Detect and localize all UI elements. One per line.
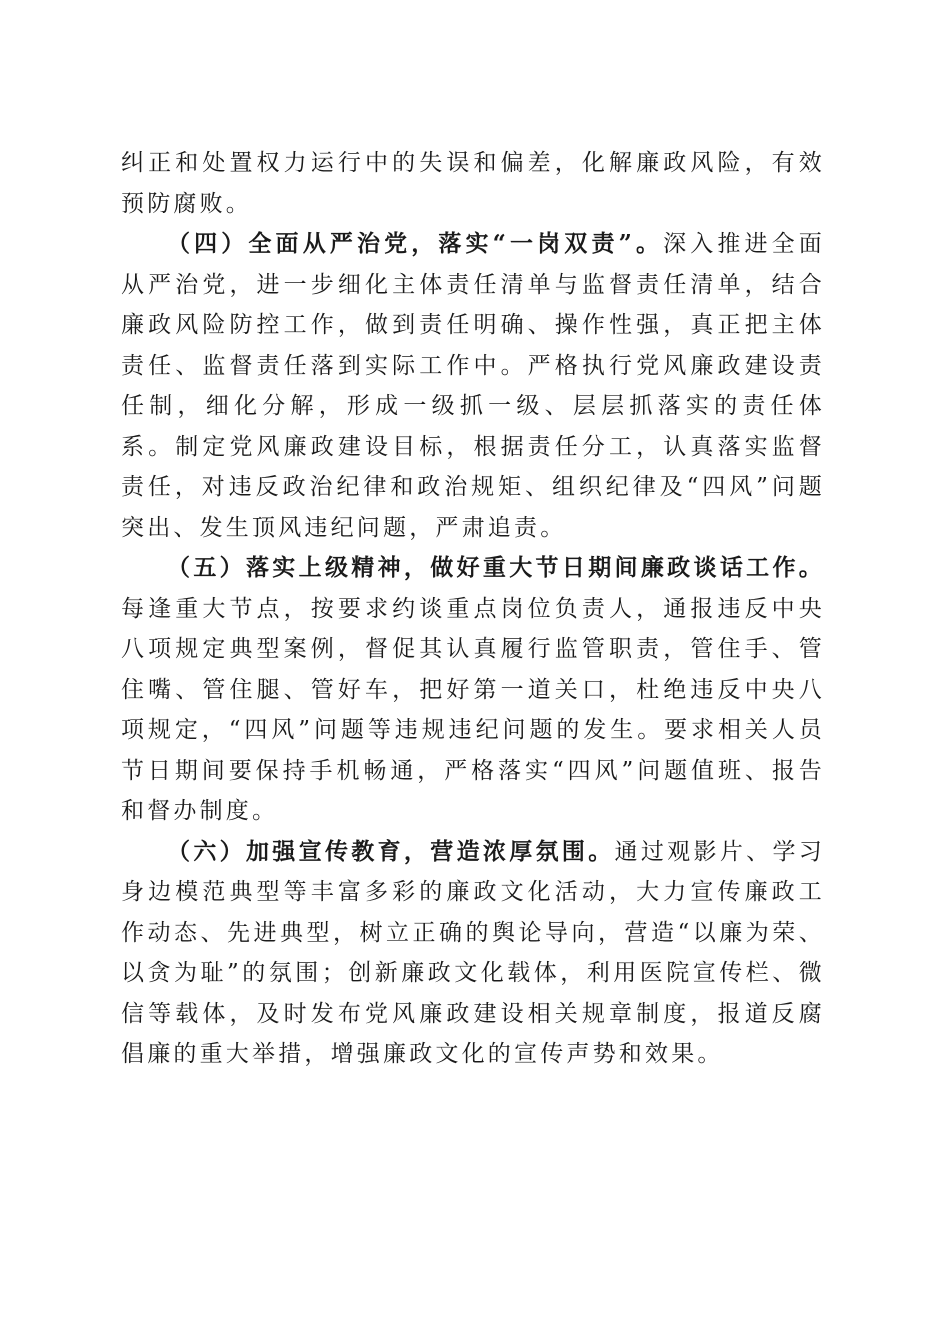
section-heading: （六）加强宣传教育，营造浓厚氛围。 <box>167 837 615 865</box>
paragraph-text: 每逢重大节点，按要求约谈重点岗位负责人，通报违反中央八项规定典型案例，督促其认真履行监管职责，管住手、管住嘴、管住腿、管好车，把好第一道关口，杜绝违反中央八项规定，“四风”问题等违规违纪问题的发生。要求相关人员节日期间要保持手机畅通，严格落实“四风”问题值班、报告和督办制度。 <box>121 595 825 824</box>
document-body <box>121 143 825 1075</box>
section-heading: （五）落实上级精神，做好重大节日期间廉政谈话工作。 <box>167 554 825 581</box>
paragraph-section-6 <box>121 832 825 1075</box>
paragraph-section-4 <box>121 224 825 548</box>
paragraph-text: 深入推进全面从严治党，进一步细化主体责任清单与监督责任清单，结合廉政风险防控工作，做到责任明确、操作性强，真正把主体责任、监督责任落到实际工作中。严格执行党风廉政建设责任制，细化分解，形成一级抓一级、层层抓落实的责任体系。制定党风廉政建设目标，根据责任分工，认真落实监督责任，对违反政治纪律和政治规矩、组织纪律及“四风”问题突出、发生顶风违纪问题，严肃追责。 <box>121 231 826 541</box>
paragraph-continuation <box>121 143 825 224</box>
paragraph-text: 通过观影片、学习身边模范典型等丰富多彩的廉政文化活动，大力宣传廉政工作动态、先进典型，树立正确的舆论导向，营造“以廉为荣、以贪为耻”的氛围；创新廉政文化载体，利用医院宣传栏、微信等载体，及时发布党风廉政建设相关规章制度，报道反腐倡廉的重大举措，增强廉政文化的宣传声势和效果。 <box>121 838 825 1067</box>
paragraph-text: 纠正和处置权力运行中的失误和偏差，化解廉政风险，有效预防腐败。 <box>121 150 825 217</box>
section-heading: （四）全面从严治党，落实“一岗双责”。 <box>167 230 664 257</box>
paragraph-section-5 <box>121 548 825 832</box>
